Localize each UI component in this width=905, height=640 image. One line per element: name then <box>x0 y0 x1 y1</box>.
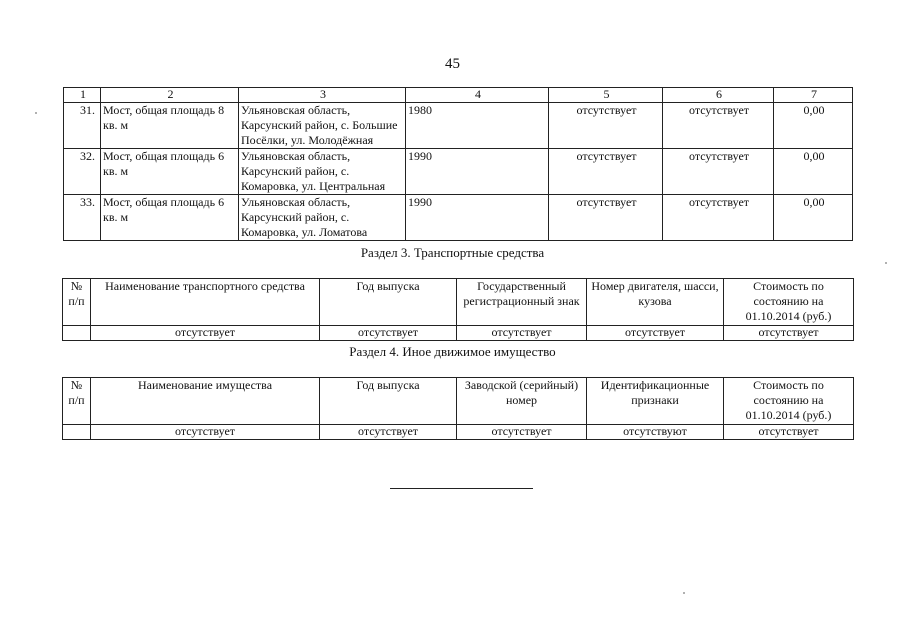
object-value: 0,00 <box>774 149 853 195</box>
scan-speck <box>35 112 37 114</box>
column-header: Стоимость по состоянию на 01.10.2014 (руб.) <box>724 279 854 326</box>
column-number: 3 <box>239 88 406 103</box>
table-cell: отсутствует <box>91 326 320 341</box>
column-number: 7 <box>774 88 853 103</box>
table-cell: отсутствует <box>549 195 663 241</box>
header-row <box>63 378 854 425</box>
section4-table <box>62 377 854 440</box>
column-header: Наименование транспортного средства <box>91 279 320 326</box>
object-year: 1990 <box>406 195 549 241</box>
column-header: № п/п <box>63 279 91 326</box>
table-row <box>63 326 854 341</box>
object-name: Мост, общая площадь 8 кв. м <box>101 103 239 149</box>
column-header: Заводской (серийный) номер <box>457 378 587 425</box>
section4-title: Раздел 4. Иное движимое имущество <box>349 344 556 359</box>
table-cell: отсутствует <box>587 326 724 341</box>
table-cell: отсутствует <box>457 326 587 341</box>
object-year: 1990 <box>406 149 549 195</box>
object-value: 0,00 <box>774 195 853 241</box>
table-cell: отсутствуют <box>587 425 724 440</box>
column-number: 2 <box>101 88 239 103</box>
section3-table <box>62 278 854 341</box>
object-address: Ульяновская область, Карсунский район, с. Комаровка, ул. Центральная <box>239 149 406 195</box>
column-header: Год выпуска <box>320 279 457 326</box>
row-number: 32. <box>64 149 101 195</box>
object-name: Мост, общая площадь 6 кв. м <box>101 195 239 241</box>
table-cell: отсутствует <box>320 326 457 341</box>
table-cell: отсутствует <box>724 326 854 341</box>
table-cell: отсутствует <box>91 425 320 440</box>
table-cell: отсутствует <box>549 149 663 195</box>
object-value: 0,00 <box>774 103 853 149</box>
table-row <box>64 103 853 149</box>
column-header: Год выпуска <box>320 378 457 425</box>
end-rule <box>390 488 533 489</box>
scan-speck <box>683 592 685 594</box>
table-cell <box>63 326 91 341</box>
table-row <box>64 149 853 195</box>
column-number: 6 <box>663 88 774 103</box>
column-header: Идентификационные признаки <box>587 378 724 425</box>
table-cell <box>63 425 91 440</box>
object-address: Ульяновская область, Карсунский район, с. Комаровка, ул. Ломатова <box>239 195 406 241</box>
header-row <box>63 279 854 326</box>
column-number: 5 <box>549 88 663 103</box>
table-cell: отсутствует <box>457 425 587 440</box>
row-number: 33. <box>64 195 101 241</box>
column-header: № п/п <box>63 378 91 425</box>
column-number: 4 <box>406 88 549 103</box>
row-number: 31. <box>64 103 101 149</box>
object-address: Ульяновская область, Карсунский район, с. Большие Посёлки, ул. Молодёжная <box>239 103 406 149</box>
table-cell: отсутствует <box>663 195 774 241</box>
table-cell: отсутствует <box>663 103 774 149</box>
table-row <box>64 195 853 241</box>
section2-table <box>63 87 853 241</box>
column-header: Стоимость по состоянию на 01.10.2014 (руб.) <box>724 378 854 425</box>
column-header: Государственный регистрационный знак <box>457 279 587 326</box>
table-cell: отсутствует <box>320 425 457 440</box>
table-row <box>63 425 854 440</box>
scan-speck <box>885 262 887 264</box>
column-number-row <box>64 88 853 103</box>
table-cell: отсутствует <box>549 103 663 149</box>
column-header: Наименование имущества <box>91 378 320 425</box>
section3-title: Раздел 3. Транспортные средства <box>360 245 545 260</box>
table-cell: отсутствует <box>724 425 854 440</box>
table-cell: отсутствует <box>663 149 774 195</box>
object-year: 1980 <box>406 103 549 149</box>
object-name: Мост, общая площадь 6 кв. м <box>101 149 239 195</box>
column-header: Номер двигателя, шасси, кузова <box>587 279 724 326</box>
column-number: 1 <box>64 88 101 103</box>
page-number: 45 <box>445 56 460 72</box>
